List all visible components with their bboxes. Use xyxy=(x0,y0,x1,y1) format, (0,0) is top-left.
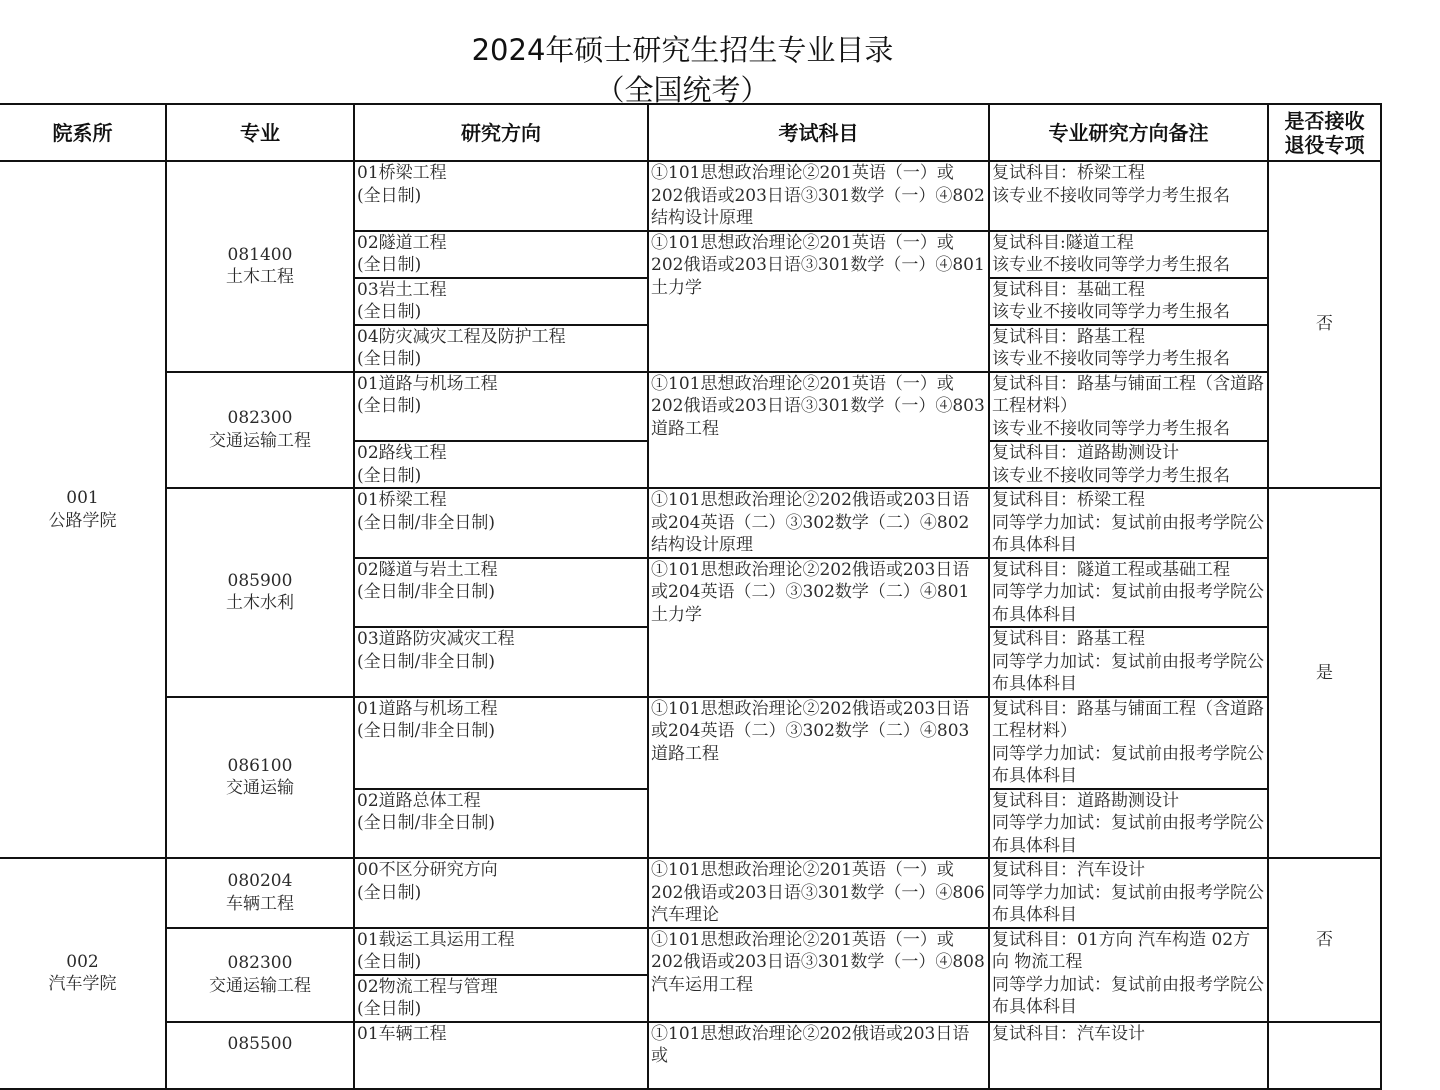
direction-cell: 03岩土工程 (全日制) xyxy=(354,278,648,325)
major-cell: 085900 土木水利 xyxy=(166,488,354,697)
direction-cell: 01桥梁工程 (全日制/非全日制) xyxy=(354,488,648,558)
direction-cell: 02路线工程 (全日制) xyxy=(354,441,648,488)
table-row xyxy=(0,858,1381,928)
direction-cell: 04防灾减灾工程及防护工程 (全日制) xyxy=(354,325,648,372)
exam-cell: ①101思想政治理论②202俄语或203日语或204英语（二）③302数学（二）④803道路工程 xyxy=(648,697,989,859)
direction-cell: 01道路与机场工程 (全日制/非全日制) xyxy=(354,697,648,789)
remark-cell: 复试科目：汽车设计 xyxy=(989,1022,1268,1089)
table-row xyxy=(0,1022,1381,1089)
remark-cell: 复试科目：路基工程 该专业不接收同等学力考生报名 xyxy=(989,325,1268,372)
major-cell: 085500 xyxy=(166,1022,354,1089)
exam-cell: ①101思想政治理论②202俄语或203日语或204英语（二）③302数学（二）④801土力学 xyxy=(648,558,989,697)
remark-cell: 复试科目:隧道工程 该专业不接收同等学力考生报名 xyxy=(989,231,1268,278)
exam-cell: ①101思想政治理论②201英语（一）或202俄语或203日语③301数学（一）④802结构设计原理 xyxy=(648,161,989,231)
exam-cell: ①101思想政治理论②201英语（一）或202俄语或203日语③301数学（一）④803道路工程 xyxy=(648,372,989,489)
remark-cell: 复试科目：路基与铺面工程（含道路工程材料） 该专业不接收同等学力考生报名 xyxy=(989,372,1268,442)
major-cell: 086100 交通运输 xyxy=(166,697,354,859)
remark-cell: 复试科目：路基工程 同等学力加试：复试前由报考学院公布具体科目 xyxy=(989,627,1268,697)
remark-cell: 复试科目：路基与铺面工程（含道路工程材料） 同等学力加试：复试前由报考学院公布具体科目 xyxy=(989,697,1268,789)
veteran-cell xyxy=(1268,1022,1381,1089)
table-row xyxy=(0,488,1381,558)
major-cell: 082300 交通运输工程 xyxy=(166,372,354,489)
page-subtitle: （全国统考） xyxy=(595,73,770,107)
table-row xyxy=(0,928,1381,975)
remark-cell: 复试科目：汽车设计 同等学力加试：复试前由报考学院公布具体科目 xyxy=(989,858,1268,928)
major-cell: 081400 土木工程 xyxy=(166,161,354,372)
remark-cell: 复试科目：桥梁工程 该专业不接收同等学力考生报名 xyxy=(989,161,1268,231)
remark-cell: 复试科目：桥梁工程 同等学力加试：复试前由报考学院公布具体科目 xyxy=(989,488,1268,558)
major-cell: 080204 车辆工程 xyxy=(166,858,354,928)
direction-cell: 01载运工具运用工程 (全日制) xyxy=(354,928,648,975)
table-row xyxy=(0,372,1381,442)
exam-cell: ①101思想政治理论②201英语（一）或202俄语或203日语③301数学（一）④808汽车运用工程 xyxy=(648,928,989,1022)
catalog-table-container[interactable] xyxy=(0,103,1382,1066)
exam-cell: ①101思想政治理论②201英语（一）或202俄语或203日语③301数学（一）④801土力学 xyxy=(648,231,989,372)
direction-cell: 01桥梁工程 (全日制) xyxy=(354,161,648,231)
dept-cell: 002 汽车学院 xyxy=(0,858,166,1089)
page-title: 2024年硕士研究生招生专业目录 xyxy=(471,33,894,67)
direction-cell: 02物流工程与管理 (全日制) xyxy=(354,975,648,1022)
header-direction: 研究方向 xyxy=(354,104,648,161)
veteran-cell: 否 xyxy=(1268,858,1381,1022)
remark-cell: 复试科目：道路勘测设计 该专业不接收同等学力考生报名 xyxy=(989,441,1268,488)
header-remark: 专业研究方向备注 xyxy=(989,104,1268,161)
header-veteran: 是否接收 退役专项 xyxy=(1268,104,1381,161)
direction-cell: 02隧道工程 (全日制) xyxy=(354,231,648,278)
remark-cell: 复试科目：01方向 汽车构造 02方向 物流工程 同等学力加试：复试前由报考学院公布具体科目 xyxy=(989,928,1268,1022)
veteran-cell: 否 xyxy=(1268,161,1381,488)
catalog-table xyxy=(0,103,1382,1090)
direction-cell: 03道路防灾减灾工程 (全日制/非全日制) xyxy=(354,627,648,697)
header-major: 专业 xyxy=(166,104,354,161)
table-row xyxy=(0,161,1381,231)
exam-cell: ①101思想政治理论②201英语（一）或202俄语或203日语③301数学（一）④806汽车理论 xyxy=(648,858,989,928)
direction-cell: 02隧道与岩土工程 (全日制/非全日制) xyxy=(354,558,648,628)
header-dept: 院系所 xyxy=(0,104,166,161)
veteran-cell: 是 xyxy=(1268,488,1381,858)
direction-cell: 01车辆工程 xyxy=(354,1022,648,1089)
remark-cell: 复试科目：基础工程 该专业不接收同等学力考生报名 xyxy=(989,278,1268,325)
header-exam: 考试科目 xyxy=(648,104,989,161)
remark-cell: 复试科目：隧道工程或基础工程 同等学力加试：复试前由报考学院公布具体科目 xyxy=(989,558,1268,628)
direction-cell: 00不区分研究方向 (全日制) xyxy=(354,858,648,928)
exam-cell: ①101思想政治理论②202俄语或203日语或 xyxy=(648,1022,989,1089)
direction-cell: 01道路与机场工程 (全日制) xyxy=(354,372,648,442)
exam-cell: ①101思想政治理论②202俄语或203日语或204英语（二）③302数学（二）④802结构设计原理 xyxy=(648,488,989,558)
direction-cell: 02道路总体工程 (全日制/非全日制) xyxy=(354,789,648,859)
remark-cell: 复试科目：道路勘测设计 同等学力加试：复试前由报考学院公布具体科目 xyxy=(989,789,1268,859)
table-row xyxy=(0,697,1381,789)
major-cell: 082300 交通运输工程 xyxy=(166,928,354,1022)
header-row xyxy=(0,104,1381,161)
dept-cell: 001 公路学院 xyxy=(0,161,166,858)
